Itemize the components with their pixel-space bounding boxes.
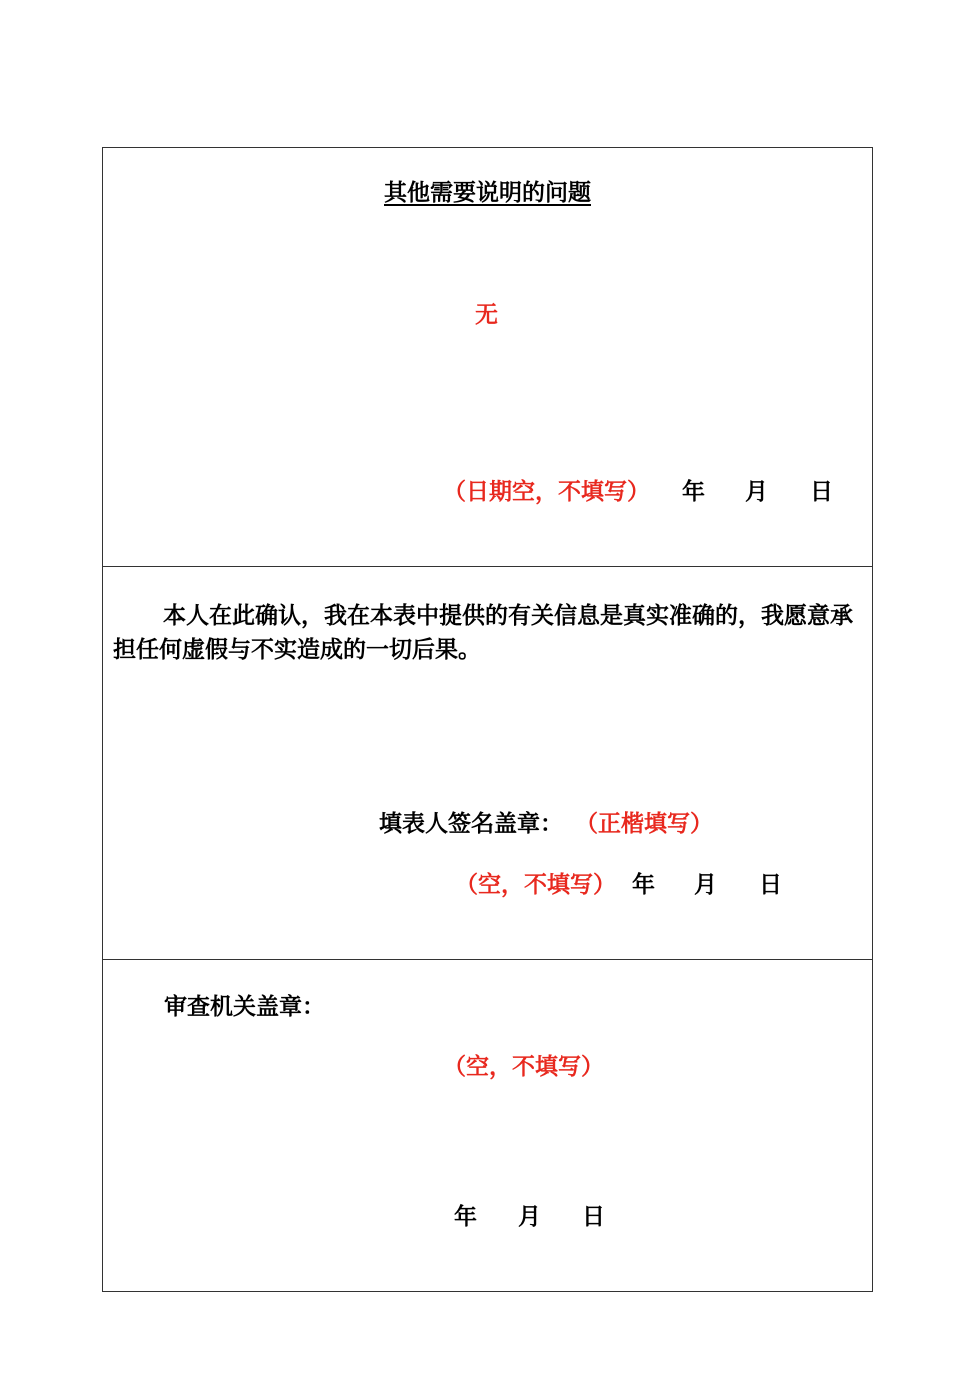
section-title: 其他需要说明的问题 xyxy=(384,180,591,206)
month-label: 月 xyxy=(694,872,717,898)
signer-note: （正楷填写） xyxy=(575,811,713,837)
year-label: 年 xyxy=(682,479,705,505)
day-label: 日 xyxy=(582,1204,605,1230)
day-label: 日 xyxy=(810,479,833,505)
year-label: 年 xyxy=(454,1204,477,1230)
date-note: （日期空，不填写） xyxy=(443,479,650,505)
form-table xyxy=(102,147,873,1292)
day-label: 日 xyxy=(759,872,782,898)
content-none: 无 xyxy=(475,302,498,328)
date-note: （空，不填写） xyxy=(455,872,616,898)
month-label: 月 xyxy=(745,479,768,505)
signer-label: 填表人签名盖章： xyxy=(379,811,563,837)
declaration-text: 本人在此确认，我在本表中提供的有关信息是真实准确的，我愿意承担任何虚假与不实造成的一切后果。 xyxy=(113,603,853,663)
stamp-note: （空，不填写） xyxy=(443,1054,604,1080)
other-issues-section xyxy=(103,148,872,567)
agency-stamp-label: 审查机关盖章： xyxy=(164,994,325,1020)
review-section xyxy=(103,960,872,1292)
declaration-section xyxy=(103,567,872,960)
month-label: 月 xyxy=(518,1204,541,1230)
year-label: 年 xyxy=(632,872,655,898)
